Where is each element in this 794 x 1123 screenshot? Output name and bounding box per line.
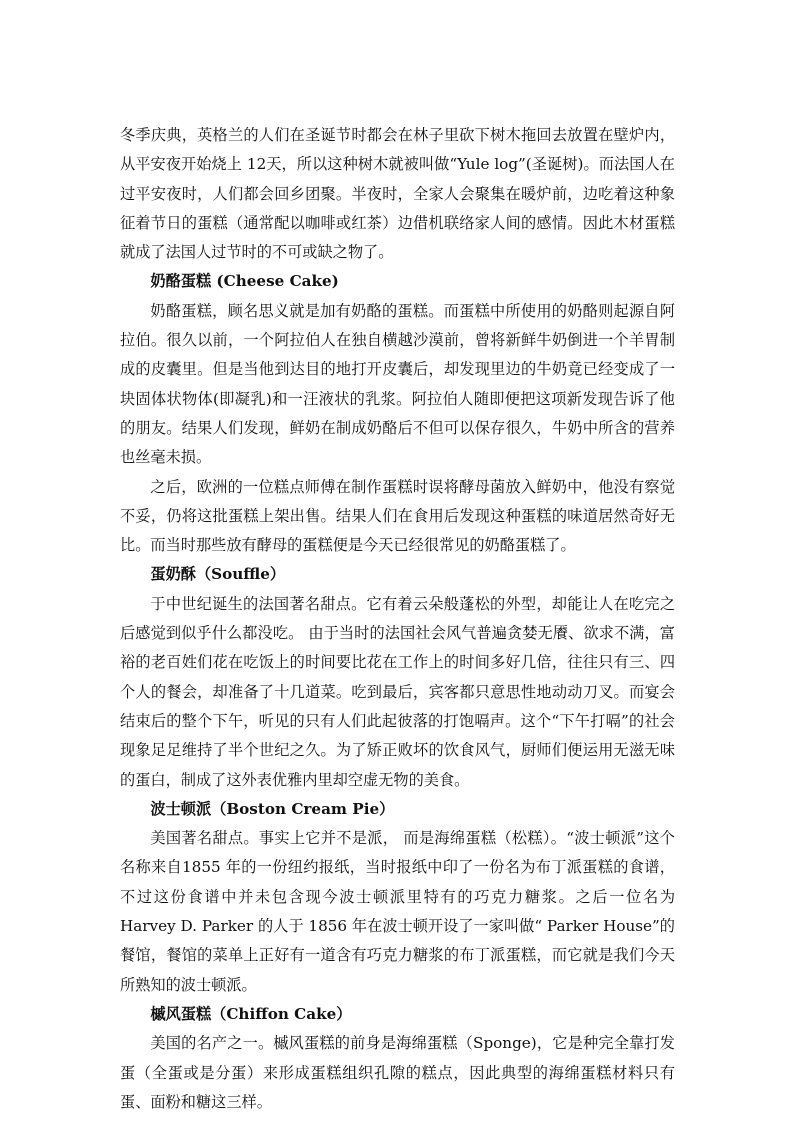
paragraph-yule-log-continued: 冬季庆典，英格兰的人们在圣诞节时都会在林子里砍下树木拖回去放置在壁炉内，从平安夜开始烧上 12天，所以这种树木就被叫做“Yule log”(圣诞树)。而法国人在过平安夜时，人们都会回乡团聚。半夜时，全家人会聚集在暖炉前，边吃着这种象征着节日的蛋糕（通常配以咖啡或红茶）边借机联络家人间的感情。因此木材蛋糕就成了法国人过节时的不可或缺之物了。 xyxy=(120,126,675,262)
section-heading-boston-cream-pie: 波士顿派（Boston Cream Pie） xyxy=(150,799,395,818)
paragraph-boston-cream-pie: 美国著名甜点。事实上它并不是派， 而是海绵蛋糕（松糕）。“波士顿派”这个名称来自1855 年的一份纽约报纸，当时报纸中印了一份名为布丁派蛋糕的食谱，不过这份食谱中并未包含现今波士顿派里特有的巧克力糖浆。之后一位名为 Harvey D. Parker 的人于 1856 年在波士顿开设了一家叫做“ Parker House”的餐馆，餐馆的菜单上正好有一道含有巧克力糖浆的布丁派蛋糕，而它就是我们今天所熟知的波士顿派。 xyxy=(120,829,675,994)
section-heading-cheese-cake: 奶酪蛋糕 (Cheese Cake) xyxy=(150,272,339,291)
paragraph-souffle: 于中世纪诞生的法国著名甜点。它有着云朵般蓬松的外型，却能让人在吃完之后感觉到似乎什么都没吃。 由于当时的法国社会风气普遍贪婪无餍、欲求不满，富裕的老百姓们花在吃饭上的时间要比花在工作上的时间多好几倍，往往只有三、四个人的餐会，却准备了十几道菜。吃到最后，宾客都只意思性地动动刀叉。而宴会结束后的整个下午，听见的只有人们此起彼落的打饱嗝声。这个“下午打嗝”的社会现象足足维持了半个世纪之久。为了矫正败坏的饮食风气，厨师们便运用无滋无味的蛋白，制成了这外表优雅内里却空虚无物的美食。 xyxy=(120,594,675,789)
section-heading-chiffon-cake: 槭风蛋糕（Chiffon Cake） xyxy=(150,1004,352,1023)
document-body xyxy=(120,121,675,1117)
paragraph-cheese-cake-history: 之后，欧洲的一位糕点师傅在制作蛋糕时误将酵母菌放入鲜奶中，他没有察觉不妥，仍将这批蛋糕上架出售。结果人们在食用后发现这种蛋糕的味道居然奇好无比。而当时那些放有酵母的蛋糕便是今天已经很常见的奶酪蛋糕了。 xyxy=(120,477,675,555)
paragraph-chiffon-cake: 美国的名产之一。槭风蛋糕的前身是海绵蛋糕（Sponge)，它是种完全靠打发蛋（全蛋或是分蛋）来形成蛋糕组织孔隙的糕点，因此典型的海绵蛋糕材料只有蛋、面粉和糖这三样。 xyxy=(120,1034,675,1111)
section-heading-souffle: 蛋奶酥（Souffle） xyxy=(150,565,286,584)
paragraph-cheese-cake-origin: 奶酪蛋糕，顾名思义就是加有奶酪的蛋糕。而蛋糕中所使用的奶酪则起源自阿拉伯。很久以前，一个阿拉伯人在独自横越沙漠前，曾将新鲜牛奶倒进一个羊胃制成的皮囊里。但是当他到达目的地打开皮囊后，却发现里边的牛奶竟已经变成了一块固体状物体(即凝乳)和一汪液状的乳浆。阿拉伯人随即便把这项新发现告诉了他的朋友。结果人们发现，鲜奶在制成奶酪后不但可以保存很久，牛奶中所含的营养也丝毫未损。 xyxy=(120,301,675,467)
